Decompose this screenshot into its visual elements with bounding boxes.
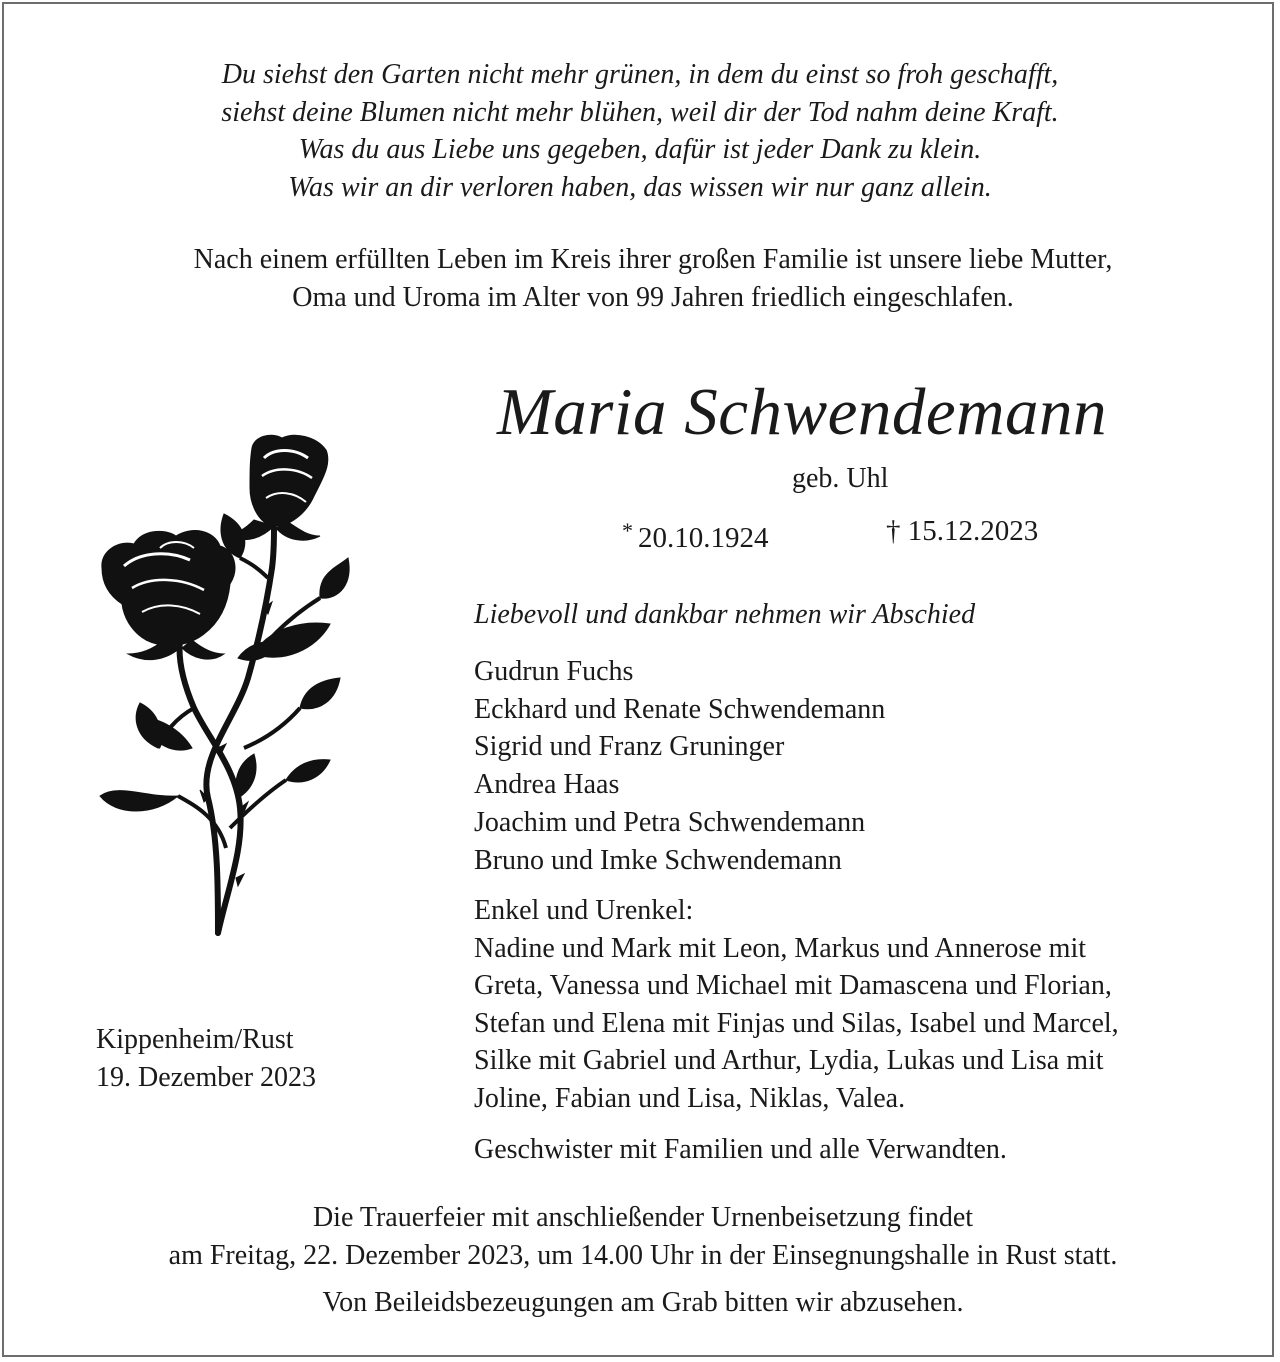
maiden-name: geb. Uhl — [792, 463, 889, 494]
rose-leaf — [144, 718, 192, 750]
rose-branch — [178, 796, 226, 848]
rose-branch — [244, 708, 300, 748]
rose-stem — [180, 640, 241, 933]
condolence-note: Von Beileidsbezeugungen am Grab bitten wir abzusehen. — [322, 1287, 964, 1318]
grandchildren-line: Stefan und Elena mit Finjas und Silas, Isabel und Marcel, — [474, 1007, 1119, 1039]
grandchildren-line: Joline, Fabian und Lisa, Niklas, Valea. — [474, 1082, 906, 1114]
intro-line: Nach einem erfüllten Leben im Kreis ihrer großen Familie ist unsere liebe Mutter, — [193, 244, 1113, 275]
birth-date: 20.10.1924 — [638, 522, 769, 554]
family-member: Joachim und Petra Schwendemann — [474, 806, 866, 838]
notice-date: 19. Dezember 2023 — [96, 1061, 317, 1093]
verse-line: Was du aus Liebe uns gegeben, dafür ist jeder Dank zu klein. — [298, 134, 982, 165]
death-symbol: † — [886, 515, 901, 547]
death-date: 15.12.2023 — [907, 515, 1039, 547]
verse-line: siehst deine Blumen nicht mehr blühen, weil dir der Tod nahm deine Kraft. — [221, 96, 1059, 128]
grandchildren-line: Silke mit Gabriel und Arthur, Lydia, Lukas und Lisa mit — [474, 1045, 1104, 1077]
family-member: Bruno und Imke Schwendemann — [474, 844, 842, 876]
rose-branch — [240, 558, 268, 578]
family-member: Gudrun Fuchs — [474, 656, 634, 687]
family-member: Sigrid und Franz Gruninger — [474, 731, 785, 763]
deceased-name: Maria Schwendemann — [497, 375, 1108, 449]
service-line: am Freitag, 22. Dezember 2023, um 14.00 Uhr in der Einsegnungshalle in Rust statt. — [168, 1239, 1118, 1271]
siblings-line: Geschwister mit Familien und alle Verwandten. — [474, 1134, 1007, 1165]
family-member: Eckhard und Renate Schwendemann — [474, 693, 886, 725]
service-info — [0, 1199, 1280, 1274]
verse-poem — [0, 56, 1280, 206]
grandchildren-line: Nadine und Mark mit Leon, Markus und Annerose mit — [474, 932, 1087, 964]
place-name: Kippenheim/Rust — [96, 1024, 294, 1055]
birth-symbol: * — [622, 518, 633, 543]
rose-bloom — [102, 531, 235, 646]
verse-line: Du siehst den Garten nicht mehr grünen, in dem du einst so froh geschafft, — [221, 59, 1059, 90]
farewell-line: Liebevoll und dankbar nehmen wir Abschied — [474, 599, 976, 630]
death-date-block — [886, 512, 1038, 550]
verse-line: Was wir an dir verloren haben, das wissen wir nur ganz allein. — [288, 171, 992, 203]
rose-sepal — [182, 640, 224, 659]
grandchildren-line: Greta, Vanessa und Michael mit Damascena und Florian, — [474, 970, 1112, 1002]
rose-leaf — [286, 760, 330, 782]
service-line: Die Trauerfeier mit anschließender Urnenbeisetzung findet — [312, 1202, 974, 1233]
intro-line: Oma und Uroma im Alter von 99 Jahren friedlich eingeschlafen. — [292, 281, 1014, 313]
rose-bud-top — [250, 435, 328, 526]
intro-paragraph — [0, 241, 1280, 316]
rose-leaf — [236, 754, 256, 798]
rose-leaf — [320, 558, 349, 598]
grandchildren-heading: Enkel und Urenkel: — [474, 895, 694, 926]
family-list — [474, 653, 885, 879]
birth-date-block — [622, 512, 769, 557]
place-date — [96, 1021, 316, 1096]
grandchildren-block — [474, 892, 1119, 1118]
family-member: Andrea Haas — [474, 769, 620, 801]
rose-icon — [68, 418, 368, 958]
rose-leaf — [300, 678, 340, 709]
rose-leaf — [100, 791, 178, 811]
rose-sepal — [276, 522, 320, 540]
